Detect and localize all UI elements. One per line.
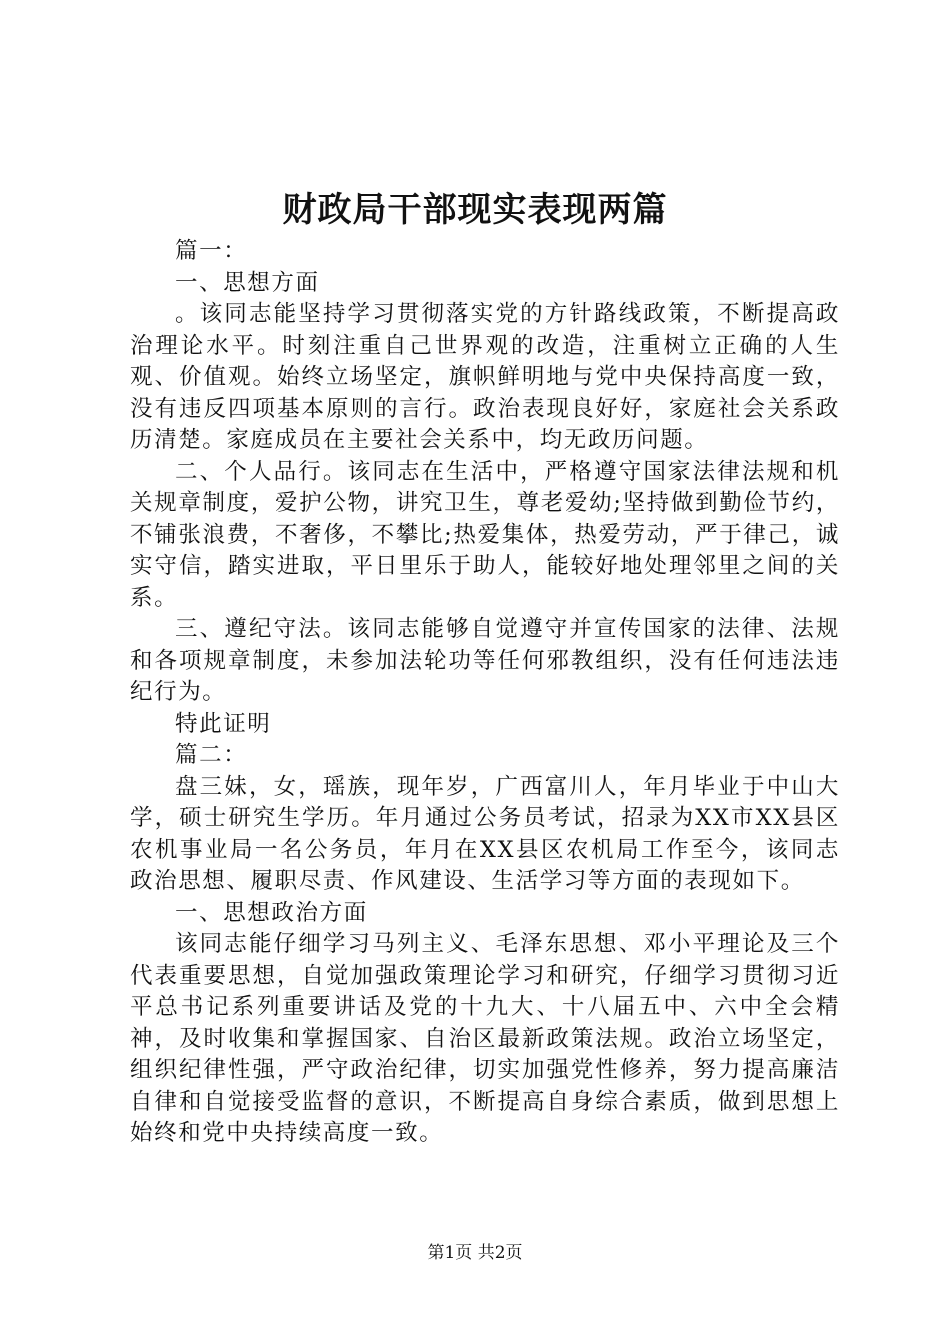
section-heading-part-two: 篇二： (175, 742, 248, 768)
page-footer: 第1页 共2页 (427, 1243, 523, 1263)
paragraph-law-abiding: 三、遵纪守法。该同志能够自觉遵守并宣传国家的法律、法规和各项规章制度，未参加法轮功等任何邪教组织，没有任何违法违纪行为。 (130, 616, 840, 705)
paragraph-thought: 。该同志能坚持学习贯彻落实党的方针路线政策，不断提高政治理论水平。时刻注重自己世界观的改造，注重树立正确的人生观、价值观。始终立场坚定，旗帜鲜明地与党中央保持高度一致，没有违反四项基本原则的言行。政治表现良好好，家庭社会关系政历清楚。家庭成员在主要社会关系中，均无政历问题。 (130, 301, 840, 453)
document-body (130, 236, 840, 1150)
section-heading-part-one: 篇一： (175, 238, 248, 264)
subheading-political: 一、思想政治方面 (175, 899, 368, 926)
document-title: 财政局干部现实表现两篇 (282, 190, 668, 230)
paragraph-political: 该同志能仔细学习马列主义、毛泽东思想、邓小平理论及三个代表重要思想，自觉加强政策理论学习和研究，仔细学习贯彻习近平总书记系列重要讲话及党的十九大、十八届五中、六中全会精神，及时收集和掌握国家、自治区最新政策法规。政治立场坚定，组织纪律性强，严守政治纪律，切实加强党性修养，努力提高廉洁自律和自觉接受监督的意识，不断提高自身综合素质，做到思想上始终和党中央持续高度一致。 (130, 931, 840, 1146)
paragraph-personal-conduct: 二、个人品行。该同志在生活中，严格遵守国家法律法规和机关规章制度，爱护公物，讲究卫生，尊老爱幼;坚持做到勤俭节约，不铺张浪费，不奢侈，不攀比;热爱集体，热爱劳动，严于律己，诚实守信，踏实进取，平日里乐于助人，能较好地处理邻里之间的关系。 (130, 458, 840, 611)
subheading-thought: 一、思想方面 (175, 269, 320, 296)
certification-line: 特此证明 (175, 710, 272, 737)
paragraph-profile: 盘三妹，女，瑶族，现年岁，广西富川人，年月毕业于中山大学，硕士研究生学历。年月通过公务员考试，招录为XX市XX县区农机事业局一名公务员，年月在XX县区农机局工作至今，该同志政治思想、履职尽责、作风建设、生活学习等方面的表现如下。 (130, 773, 840, 894)
